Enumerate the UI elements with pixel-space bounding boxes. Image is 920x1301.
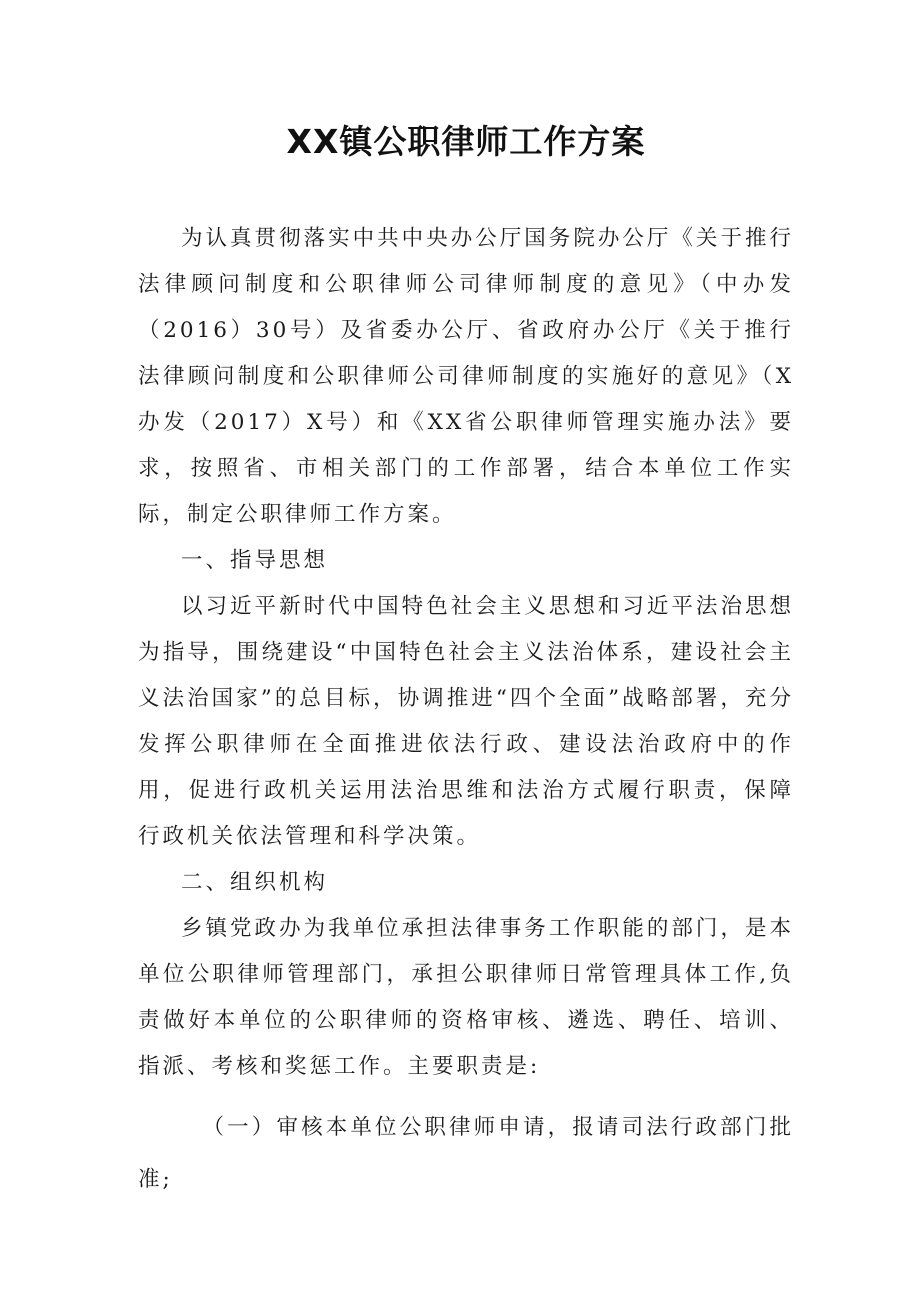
document-title: XX镇公职律师工作方案 [286,122,646,161]
organization-paragraph: 乡镇党政办为我单位承担法律事务工作职能的部门，是本单位公职律师管理部门，承担公职律师日常管理具体工作,负责做好本单位的公职律师的资格审核、遴选、聘任、培训、指派、考核和奖惩工作。主要职责是: [138,916,794,1079]
duty-item-1: （一）审核本单位公职律师申请，报请司法行政部门批准; [138,1115,794,1192]
intro-paragraph: 为认真贯彻落实中共中央办公厅国务院办公厅《关于推行法律顾问制度和公职律师公司律师制度的意见》（中办发（2016）30号）及省委办公厅、省政府办公厅《关于推行法律顾问制度和公职律师公司律师制度的实施好的意见》（X办发（2017）X号）和《XX省公职律师管理实施办法》要求，按照省、市相关部门的工作部署，结合本单位工作实际，制定公职律师工作方案。 [138,226,794,527]
document-body [138,216,794,1206]
section-heading-organization: 二、组织机构 [181,870,329,895]
guiding-ideology-paragraph: 以习近平新时代中国特色社会主义思想和习近平法治思想为指导，围绕建设“中国特色社会主义法治体系，建设社会主义法治国家”的总目标，协调推进“四个全面”战略部署，充分发挥公职律师在全面推进依法行政、建设法治政府中的作用，促进行政机关运用法治思维和法治方式履行职责，保障行政机关依法管理和科学决策。 [138,594,794,849]
section-heading-guiding-ideology: 一、指导思想 [181,548,329,573]
